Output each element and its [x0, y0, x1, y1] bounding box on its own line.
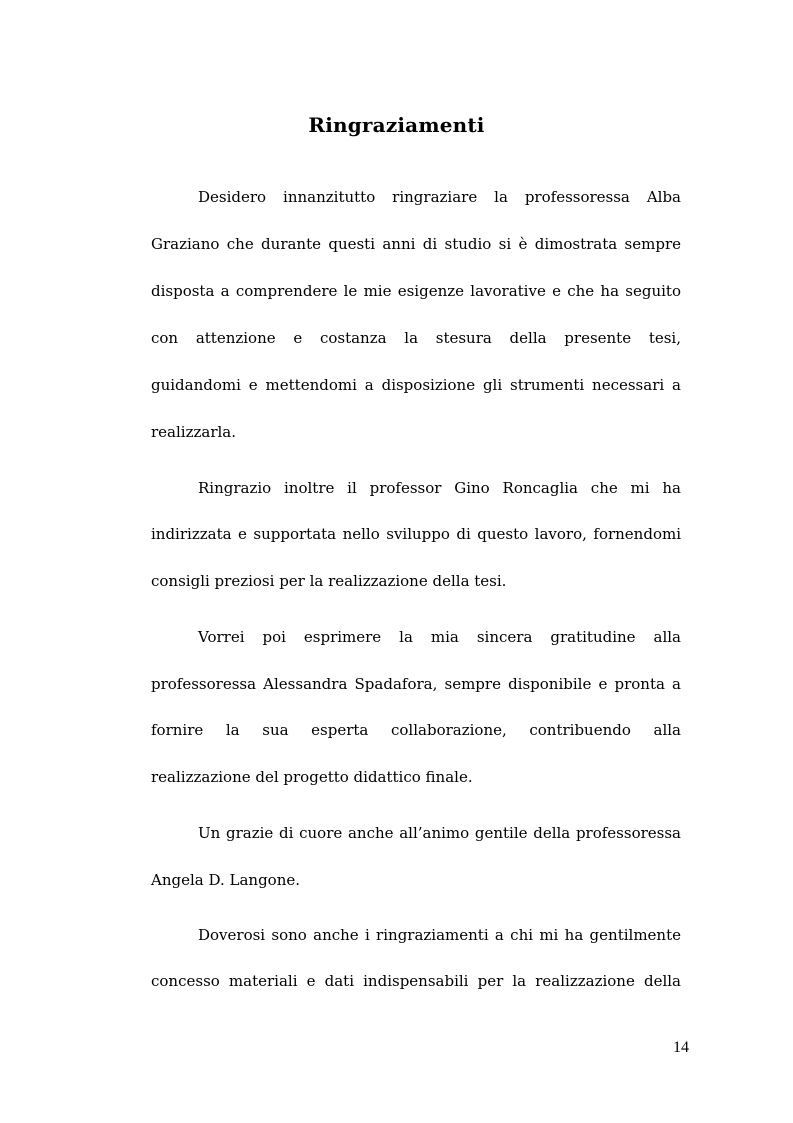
page-number: 14	[673, 1039, 689, 1056]
text-line: professoressa Alessandra Spadafora, sempre disponibile e pronta a	[151, 675, 681, 693]
text-line: Graziano che durante questi anni di studio si è dimostrata sempre	[151, 235, 681, 253]
text-line: realizzazione del progetto didattico finale.	[151, 768, 473, 786]
text-line: fornire la sua esperta collaborazione, contribuendo alla	[151, 721, 681, 739]
text-line: Angela D. Langone.	[151, 871, 301, 889]
text-line: Doverosi sono anche i ringraziamenti a chi mi ha gentilmente	[198, 926, 681, 944]
text-line: consigli preziosi per la realizzazione della tesi.	[151, 572, 507, 590]
text-line: indirizzata e supportata nello sviluppo di questo lavoro, fornendomi	[151, 525, 681, 543]
text-line: concesso materiali e dati indispensabili per la realizzazione della	[151, 972, 681, 990]
text-line: Ringrazio inoltre il professor Gino Roncaglia che mi ha	[198, 479, 681, 497]
text-line: Desidero innanzitutto ringraziare la professoressa Alba	[198, 188, 681, 206]
page-title: Ringraziamenti	[308, 113, 485, 137]
text-line: Un grazie di cuore anche all’animo gentile della professoressa	[198, 824, 681, 842]
text-line: Vorrei poi esprimere la mia sincera gratitudine alla	[198, 628, 681, 646]
text-line: guidandomi e mettendomi a disposizione gli strumenti necessari a	[151, 376, 681, 394]
text-line: realizzarla.	[151, 423, 237, 441]
text-line: con attenzione e costanza la stesura della presente tesi,	[151, 329, 681, 347]
text-line: disposta a comprendere le mie esigenze lavorative e che ha seguito	[151, 282, 681, 300]
